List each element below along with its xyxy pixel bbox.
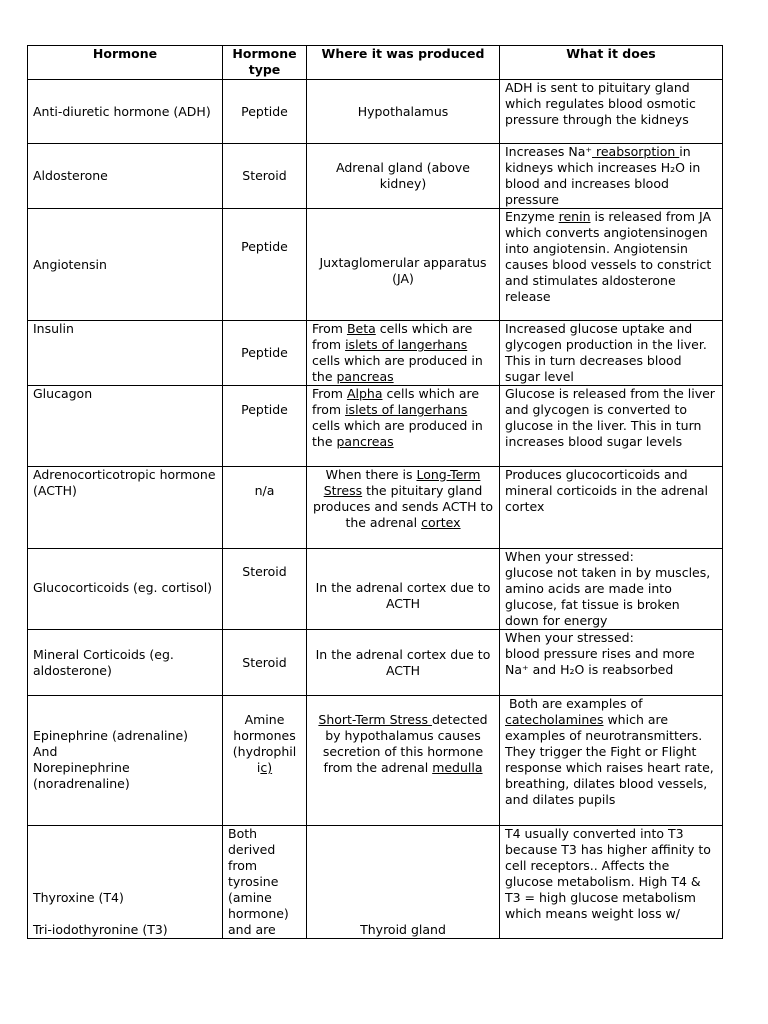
table-row: [28, 321, 723, 386]
hormone-type: Steroid: [223, 549, 307, 630]
hormone-type: Steroid: [223, 630, 307, 696]
hormone-type: Steroid: [223, 144, 307, 209]
hormone-source: Adrenal gland (above kidney): [307, 144, 500, 209]
hormone-function: Enzyme renin is released from JA which converts angiotensinogen into angiotensin. Angiotensin causes blood vessels to constrict and stimulates aldosterone release: [500, 209, 723, 321]
hormone-name: Angiotensin: [28, 209, 223, 321]
hormone-function: Glucose is released from the liver and glycogen is converted to glucose in the liver. This in turn increases blood sugar levels: [500, 386, 723, 467]
hormone-name: Adrenocorticotropic hormone (ACTH): [28, 467, 223, 549]
hormone-name: Thyroxine (T4) Tri-iodothyronine (T3): [28, 826, 223, 939]
table-header-row: [28, 46, 723, 80]
header-hormone: Hormone: [28, 46, 223, 80]
hormone-name: Mineral Corticoids (eg. aldosterone): [28, 630, 223, 696]
hormone-function: T4 usually converted into T3 because T3 has higher affinity to cell receptors.. Affects the glucose metabolism. High T4 & T3 = high glucose metabolism which means weight loss w/: [500, 826, 723, 939]
hormone-source: From Alpha cells which are from islets of langerhans cells which are produced in the pancreas: [307, 386, 500, 467]
hormone-type: n/a: [223, 467, 307, 549]
hormone-name: Insulin: [28, 321, 223, 386]
hormone-function: ADH is sent to pituitary gland which regulates blood osmotic pressure through the kidneys: [500, 80, 723, 144]
hormone-type: Both derived from tyrosine (amine hormone) and are: [223, 826, 307, 939]
hormone-function: Increased glucose uptake and glycogen production in the liver. This in turn decreases blood sugar level: [500, 321, 723, 386]
header-hormone-type: Hormone type: [223, 46, 307, 80]
table-row: [28, 826, 723, 939]
hormone-type: Peptide: [223, 386, 307, 467]
hormone-source: Hypothalamus: [307, 80, 500, 144]
table-row: [28, 467, 723, 549]
hormone-type: Amine hormones (hydrophil ic): [223, 696, 307, 826]
table-row: [28, 386, 723, 467]
hormone-function: When your stressed: glucose not taken in by muscles, amino acids are made into glucose, fat tissue is broken down for energy: [500, 549, 723, 630]
hormone-source: Short-Term Stress detected by hypothalamus causes secretion of this hormone from the adrenal medulla: [307, 696, 500, 826]
table-row: [28, 209, 723, 321]
hormone-function: Both are examples of catecholamines which are examples of neurotransmitters. They trigger the Fight or Flight response which raises heart rate, breathing, dilates blood vessels, and dilates pupils: [500, 696, 723, 826]
table-row: [28, 144, 723, 209]
hormone-function: When your stressed: blood pressure rises and more Na⁺ and H₂O is reabsorbed: [500, 630, 723, 696]
hormone-function: Produces glucocorticoids and mineral corticoids in the adrenal cortex: [500, 467, 723, 549]
hormone-name: Aldosterone: [28, 144, 223, 209]
hormone-type: Peptide: [223, 80, 307, 144]
table-row: [28, 630, 723, 696]
hormone-table: [27, 45, 723, 939]
hormone-name: Glucocorticoids (eg. cortisol): [28, 549, 223, 630]
header-what-it-does: What it does: [500, 46, 723, 80]
hormone-source: From Beta cells which are from islets of langerhans cells which are produced in the pancreas: [307, 321, 500, 386]
hormone-function: Increases Na⁺ reabsorption in kidneys which increases H₂O in blood and increases blood pressure: [500, 144, 723, 209]
hormone-name: Epinephrine (adrenaline) And Norepinephrine (noradrenaline): [28, 696, 223, 826]
table-row: [28, 80, 723, 144]
hormone-source: In the adrenal cortex due to ACTH: [307, 549, 500, 630]
hormone-source: Juxtaglomerular apparatus (JA): [307, 209, 500, 321]
table-row: [28, 696, 723, 826]
table-row: [28, 549, 723, 630]
hormone-name: Glucagon: [28, 386, 223, 467]
hormone-type: Peptide: [223, 209, 307, 321]
hormone-source: When there is Long-Term Stress the pituitary gland produces and sends ACTH to the adrenal cortex: [307, 467, 500, 549]
hormone-source: Thyroid gland: [307, 826, 500, 939]
header-where-produced: Where it was produced: [307, 46, 500, 80]
hormone-type: Peptide: [223, 321, 307, 386]
hormone-source: In the adrenal cortex due to ACTH: [307, 630, 500, 696]
hormone-name: Anti-diuretic hormone (ADH): [28, 80, 223, 144]
